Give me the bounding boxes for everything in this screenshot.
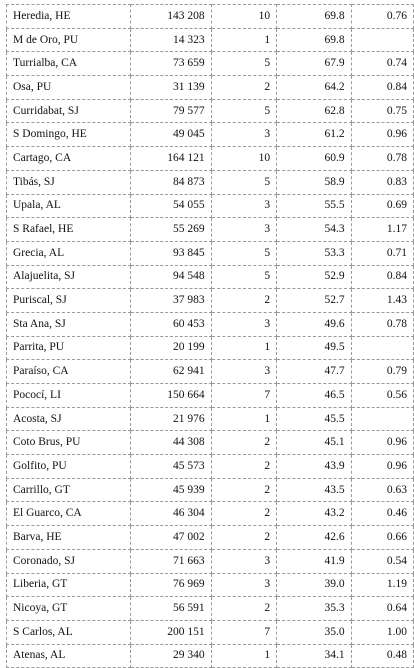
population-cell: 37 983 [131,289,211,313]
count-cell: 5 [211,170,277,194]
table-row [7,644,414,668]
ratio-cell: 0.56 [351,384,413,408]
table-row [7,241,414,265]
population-cell: 44 308 [131,431,211,455]
count-cell: 2 [211,76,277,100]
table-row [7,99,414,123]
municipality-cell: Coronado, SJ [7,549,131,573]
table-row [7,265,414,289]
population-cell: 14 323 [131,28,211,52]
municipality-cell: Turrialba, CA [7,52,131,76]
table-row [7,478,414,502]
score-cell: 69.8 [277,5,352,29]
score-cell: 60.9 [277,147,352,171]
population-cell: 49 045 [131,123,211,147]
score-cell: 43.9 [277,455,352,479]
count-cell: 2 [211,431,277,455]
municipality-cell: Coto Brus, PU [7,431,131,455]
score-cell: 52.9 [277,265,352,289]
score-cell: 35.3 [277,597,352,621]
count-cell: 7 [211,620,277,644]
table-body [7,5,414,668]
population-cell: 200 151 [131,620,211,644]
score-cell: 34.1 [277,644,352,668]
municipality-cell: El Guarco, CA [7,502,131,526]
score-cell: 64.2 [277,76,352,100]
table-row [7,28,414,52]
ratio-cell: 0.83 [351,170,413,194]
score-cell: 54.3 [277,218,352,242]
count-cell: 2 [211,455,277,479]
ratio-cell: 1.17 [351,218,413,242]
table-row [7,218,414,242]
municipality-cell: Heredia, HE [7,5,131,29]
count-cell: 5 [211,52,277,76]
ratio-cell: 1.19 [351,573,413,597]
ratio-cell [351,407,413,431]
ratio-cell [351,28,413,52]
municipality-cell: Acosta, SJ [7,407,131,431]
table-row [7,549,414,573]
score-cell: 58.9 [277,170,352,194]
score-cell: 69.8 [277,28,352,52]
population-cell: 21 976 [131,407,211,431]
population-cell: 93 845 [131,241,211,265]
count-cell: 3 [211,218,277,242]
municipality-cell: Parrita, PU [7,336,131,360]
table-row [7,336,414,360]
ratio-cell: 0.71 [351,241,413,265]
count-cell: 1 [211,407,277,431]
count-cell: 3 [211,549,277,573]
count-cell: 10 [211,147,277,171]
ratio-cell: 0.69 [351,194,413,218]
count-cell: 3 [211,573,277,597]
municipality-cell: Nicoya, GT [7,597,131,621]
population-cell: 76 969 [131,573,211,597]
table-row [7,431,414,455]
municipality-cell: Curridabat, SJ [7,99,131,123]
municipality-cell: Puriscal, SJ [7,289,131,313]
count-cell: 5 [211,99,277,123]
score-cell: 49.5 [277,336,352,360]
table-row [7,147,414,171]
municipality-cell: Alajuelita, SJ [7,265,131,289]
municipality-cell: Carrillo, GT [7,478,131,502]
score-cell: 43.5 [277,478,352,502]
score-cell: 67.9 [277,52,352,76]
score-cell: 47.7 [277,360,352,384]
population-cell: 73 659 [131,52,211,76]
ratio-cell: 0.78 [351,312,413,336]
table-row [7,407,414,431]
score-cell: 45.5 [277,407,352,431]
score-cell: 53.3 [277,241,352,265]
table-row [7,502,414,526]
score-cell: 43.2 [277,502,352,526]
table-row [7,573,414,597]
count-cell: 3 [211,123,277,147]
municipality-cell: Grecia, AL [7,241,131,265]
count-cell: 3 [211,194,277,218]
population-cell: 20 199 [131,336,211,360]
population-cell: 79 577 [131,99,211,123]
table-row [7,170,414,194]
count-cell: 2 [211,502,277,526]
population-cell: 31 139 [131,76,211,100]
score-cell: 39.0 [277,573,352,597]
ratio-cell: 0.64 [351,597,413,621]
ratio-cell: 1.43 [351,289,413,313]
table-row [7,620,414,644]
table-row [7,76,414,100]
municipality-cell: Pococí, LI [7,384,131,408]
municipality-cell: Upala, AL [7,194,131,218]
population-cell: 46 304 [131,502,211,526]
population-cell: 54 055 [131,194,211,218]
count-cell: 1 [211,28,277,52]
score-cell: 45.1 [277,431,352,455]
score-cell: 35.0 [277,620,352,644]
count-cell: 1 [211,644,277,668]
score-cell: 46.5 [277,384,352,408]
score-cell: 52.7 [277,289,352,313]
count-cell: 5 [211,265,277,289]
municipality-cell: Liberia, GT [7,573,131,597]
ratio-cell: 0.96 [351,455,413,479]
municipality-cell: Cartago, CA [7,147,131,171]
municipality-cell: S Carlos, AL [7,620,131,644]
population-cell: 47 002 [131,526,211,550]
score-cell: 55.5 [277,194,352,218]
population-cell: 60 453 [131,312,211,336]
ratio-cell: 0.74 [351,52,413,76]
table-row [7,526,414,550]
municipality-cell: Sta Ana, SJ [7,312,131,336]
ratio-cell: 0.54 [351,549,413,573]
population-cell: 150 664 [131,384,211,408]
population-cell: 143 208 [131,5,211,29]
ratio-cell [351,336,413,360]
count-cell: 2 [211,597,277,621]
municipality-cell: Osa, PU [7,76,131,100]
table-row [7,312,414,336]
count-cell: 2 [211,478,277,502]
ratio-cell: 0.79 [351,360,413,384]
ratio-cell: 0.96 [351,123,413,147]
population-cell: 94 548 [131,265,211,289]
table-row [7,52,414,76]
score-cell: 49.6 [277,312,352,336]
count-cell: 3 [211,360,277,384]
score-cell: 41.9 [277,549,352,573]
count-cell: 2 [211,289,277,313]
count-cell: 1 [211,336,277,360]
ratio-cell: 0.78 [351,147,413,171]
ratio-cell: 0.46 [351,502,413,526]
municipality-cell: Barva, HE [7,526,131,550]
population-cell: 71 663 [131,549,211,573]
ratio-cell: 0.76 [351,5,413,29]
table-row [7,5,414,29]
table-row [7,289,414,313]
municipality-cell: S Rafael, HE [7,218,131,242]
population-cell: 164 121 [131,147,211,171]
municipality-cell: Golfito, PU [7,455,131,479]
score-cell: 42.6 [277,526,352,550]
population-cell: 45 939 [131,478,211,502]
count-cell: 10 [211,5,277,29]
population-cell: 62 941 [131,360,211,384]
ratio-cell: 0.75 [351,99,413,123]
count-cell: 5 [211,241,277,265]
municipality-cell: M de Oro, PU [7,28,131,52]
population-cell: 29 340 [131,644,211,668]
score-cell: 61.2 [277,123,352,147]
municipality-cell: Tibás, SJ [7,170,131,194]
ratio-cell: 0.48 [351,644,413,668]
count-cell: 3 [211,312,277,336]
ratio-cell: 1.00 [351,620,413,644]
table-row [7,597,414,621]
ratio-cell: 0.84 [351,265,413,289]
population-cell: 55 269 [131,218,211,242]
municipality-cell: Atenas, AL [7,644,131,668]
ratio-cell: 0.63 [351,478,413,502]
count-cell: 7 [211,384,277,408]
count-cell: 2 [211,526,277,550]
population-cell: 56 591 [131,597,211,621]
table-row [7,194,414,218]
ratio-cell: 0.96 [351,431,413,455]
ratio-cell: 0.84 [351,76,413,100]
table-row [7,455,414,479]
population-cell: 45 573 [131,455,211,479]
score-cell: 62.8 [277,99,352,123]
table-row [7,384,414,408]
data-table [6,4,414,668]
table-row [7,123,414,147]
municipality-cell: S Domingo, HE [7,123,131,147]
ratio-cell: 0.66 [351,526,413,550]
population-cell: 84 873 [131,170,211,194]
table-row [7,360,414,384]
municipality-cell: Paraíso, CA [7,360,131,384]
